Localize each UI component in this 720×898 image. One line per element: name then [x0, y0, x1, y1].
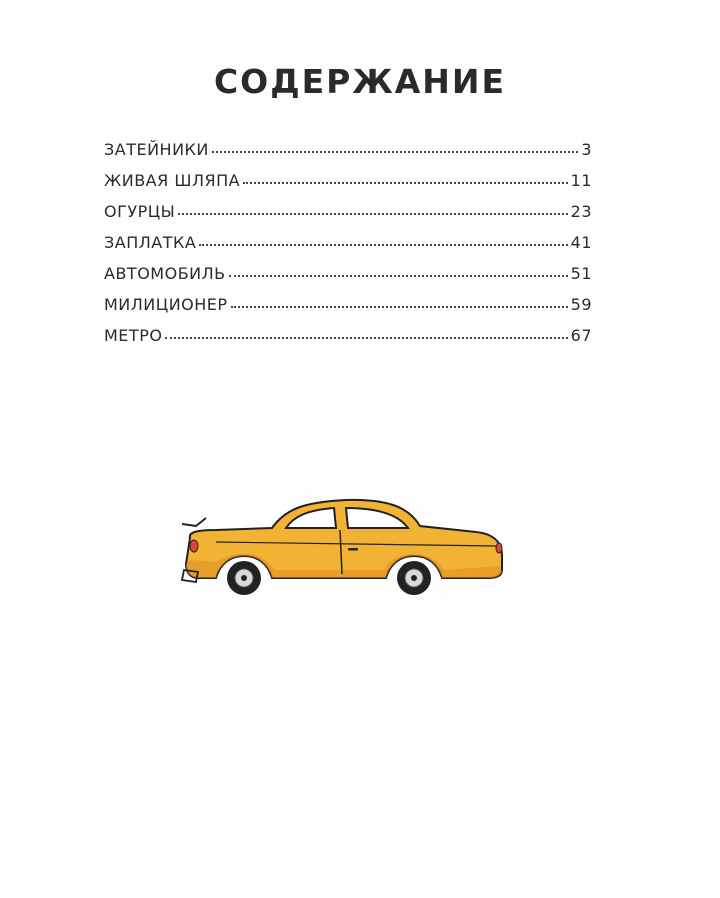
toc-entry-page: 23 — [570, 202, 592, 221]
car-rear-wheel — [227, 561, 261, 595]
toc-entry-title: АВТОМОБИЛЬ — [104, 264, 226, 283]
toc-entry-page: 59 — [570, 295, 592, 314]
toc-entry-page: 41 — [570, 233, 592, 252]
toc-entry-6[interactable] — [104, 295, 592, 326]
toc-entry-1[interactable] — [104, 140, 592, 171]
car-rear-fin — [182, 518, 206, 526]
toc-entry-page: 11 — [570, 171, 592, 190]
toc-entry-title: ЗАПЛАТКА — [104, 233, 197, 252]
toc-entry-3[interactable] — [104, 202, 592, 233]
toc-entry-7[interactable] — [104, 326, 592, 357]
toc-entry-title: МИЛИЦИОНЕР — [104, 295, 228, 314]
car-door-handle — [348, 548, 358, 551]
toc-entry-title: ОГУРЦЫ — [104, 202, 176, 221]
dot-leader — [178, 213, 567, 215]
toc-entry-4[interactable] — [104, 233, 592, 264]
dot-leader — [165, 337, 567, 339]
toc-entry-title: МЕТРО — [104, 326, 163, 345]
table-of-contents — [104, 140, 592, 357]
page-title: СОДЕРЖАНИЕ — [213, 62, 507, 101]
car-front-wheel — [397, 561, 431, 595]
dot-leader — [199, 244, 567, 246]
toc-entry-page: 51 — [570, 264, 592, 283]
dot-leader — [231, 306, 568, 308]
toc-entry-title: ЖИВАЯ ШЛЯПА — [104, 171, 241, 190]
dot-leader — [243, 182, 568, 184]
toc-entry-page: 3 — [581, 140, 592, 159]
dot-leader — [212, 151, 578, 153]
toc-entry-5[interactable] — [104, 264, 592, 295]
toc-entry-2[interactable] — [104, 171, 592, 202]
toc-entry-title: ЗАТЕЙНИКИ — [104, 140, 209, 159]
car-tail-light — [190, 540, 198, 552]
car-illustration — [176, 490, 516, 600]
dot-leader — [229, 275, 568, 277]
car-front-light — [496, 543, 502, 553]
toc-entry-page: 67 — [570, 326, 592, 345]
